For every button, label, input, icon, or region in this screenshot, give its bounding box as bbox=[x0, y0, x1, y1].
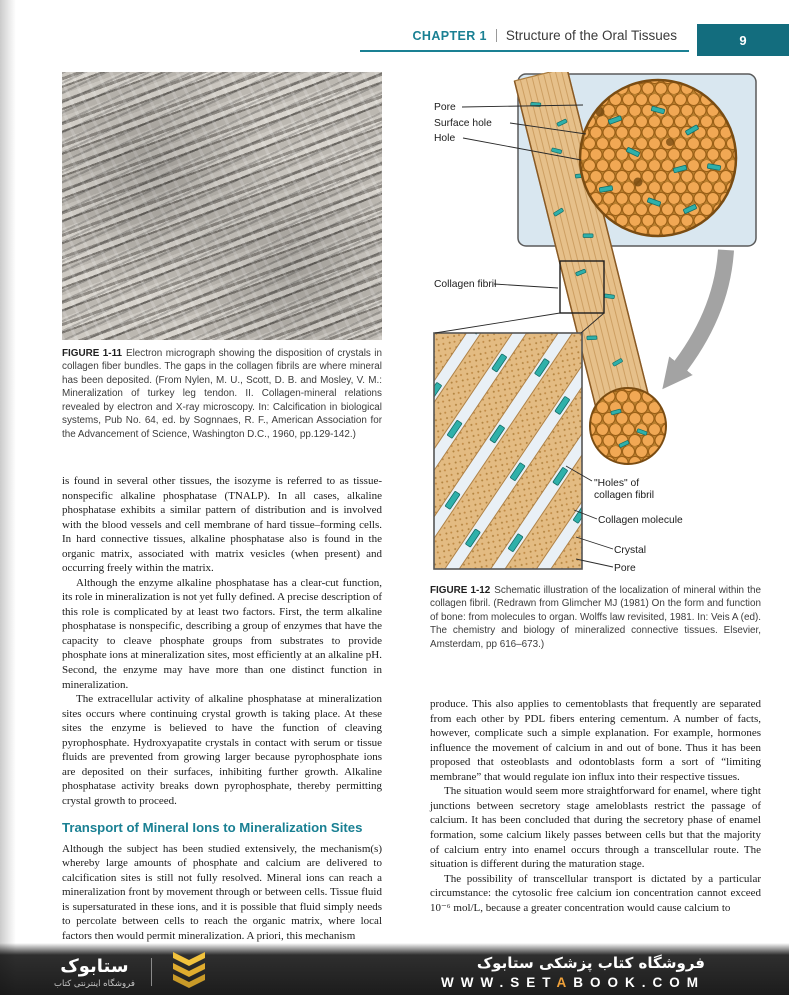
chapter-label: CHAPTER 1 bbox=[412, 28, 487, 43]
page-number-badge bbox=[697, 24, 789, 56]
paragraph: The possibility of transcellular transport is dictated by a particular circumstance: the cytosolic free calcium ion concentration cannot exceed 10⁻⁶ mol/L, because a greater concentration would cause calcium to bbox=[430, 872, 761, 914]
right-body-text bbox=[430, 697, 761, 915]
footer-brand bbox=[54, 956, 135, 989]
figure-1-12-label: FIGURE 1-12 bbox=[430, 585, 491, 596]
chevron-logo-icon bbox=[168, 951, 210, 994]
chapter-title: Structure of the Oral Tissues bbox=[505, 28, 677, 43]
paragraph: The situation would seem more straightforward for enamel, where tight junctions between secretory stage ameloblasts restrict the passage of calcium. It has been concluded that during the secretory phase of enamel formation, some calcium likely passes between cells but that the majority of calcium entry into enamel occurs through a transcellular route. The situation is different during the maturation stage. bbox=[430, 785, 761, 871]
fibril-cross-section-large bbox=[580, 80, 736, 236]
label-collagen-molecule: Collagen molecule bbox=[598, 515, 683, 526]
right-column bbox=[430, 72, 761, 915]
label-collagen-fibril: Collagen fibril bbox=[434, 279, 497, 290]
header-divider bbox=[496, 29, 497, 42]
label-hole: Hole bbox=[434, 133, 456, 144]
website-part2: BOOK.COM bbox=[573, 975, 705, 990]
figure-1-12-illustration bbox=[430, 72, 761, 577]
store-title: فروشگاه کتاب پزشکی ستابوک bbox=[476, 954, 705, 972]
footer-brand-subtitle: فروشگاه اینترنتی کتاب bbox=[54, 978, 135, 989]
page-left-edge-shadow bbox=[0, 0, 16, 995]
footer-watermark bbox=[0, 943, 789, 995]
figure-1-12-caption-text: Schematic illustration of the localization of mineral within the collagen fibril. (Redrawn from Glimcher MJ (1981) On the form and function of bone: from molecules to organ. Wolffs law revisited, 1981. In: Veis A (ed). The chemistry and biology of mineralized connective tissues. Elsevier, Amsterdam, pp 616–673.) bbox=[430, 585, 761, 650]
paragraph: Although the enzyme alkaline phosphatase has a clear-cut function, its role in mineralization is not yet fully defined. A precise description of this role is complicated by at least two factors. First, the term alkaline phosphatase is nonspecific, describing a group of enzymes that have the capacity to cleave phosphate groups from substrates to provide phosphate ions at mineralization sites, most efficiently at an alkaline pH. Second, the enzyme may have more than one distinct function in mineralization. bbox=[62, 576, 382, 691]
label-crystal: Crystal bbox=[614, 545, 647, 556]
footer-brand-name: ستابوک bbox=[60, 955, 129, 977]
label-pore-top: Pore bbox=[434, 102, 456, 113]
website-url bbox=[441, 975, 705, 990]
paragraph: is found in several other tissues, the isozyme is referred to as tissue-nonspecific alkaline phosphatase (TNALP). In all cases, alkaline phosphatase exhibits a similar pattern of distribution and is involved with the blood vessels and cell membrane of hard tissue–forming cells. In hard connective tissues, alkaline phosphatase also is found in the organic matrix, associated with matrix vesicles (when present) and occurring freely within the matrix. bbox=[62, 475, 382, 575]
paragraph: produce. This also applies to cementoblasts that frequently are separated from each other by PDL fibers entering cementum. A number of facts, however, complicate such a simple explanation. For example, hormones influence the movement of calcium in and out of bone. Thus it has been proposed that osteoblasts and odontoblasts form a sort of “limiting membrane” that would regulate ion influx into their respective tissues. bbox=[430, 698, 761, 783]
running-head bbox=[360, 28, 689, 52]
fibril-cross-section-small bbox=[590, 388, 666, 464]
page-number: 9 bbox=[739, 32, 747, 48]
website-part1: WWW.SET bbox=[441, 975, 557, 990]
label-pore-bottom: Pore bbox=[614, 563, 636, 574]
section-heading: Transport of Mineral Ions to Mineralization Sites bbox=[62, 820, 363, 836]
label-holes-line2: collagen fibril bbox=[594, 490, 655, 501]
left-body-text bbox=[62, 474, 382, 943]
label-holes-line1: "Holes" of bbox=[594, 478, 640, 489]
paragraph: The extracellular activity of alkaline phosphatase at mineralization sites occurs where continuing crystal growth is taking place. At these sites the enzyme is believed to have the function of cleaving pyrophosphate. Hydroxyapatite crystals in contact with serum or tissue fluids are prevented from growing larger because pyrophosphate ions are deposited on their surfaces, inhibiting further growth. Alkaline phosphatase activity breaks down pyrophosphate, thereby permitting crystal growth to proceed. bbox=[62, 693, 382, 807]
magnify-arrow-large bbox=[676, 250, 726, 372]
collagen-fibril-diagram bbox=[430, 72, 761, 577]
figure-1-11-caption-text: Electron micrograph showing the disposition of crystals in collagen fiber bundles. The gaps in the collagen fibrils are where mineral has been deposited. (From Nylen, M. U., Scott, D. B. and Mosley, V. M.: Mineralization of turkey leg tendon. II. Collagen-mineral relations revealed by electron and X-ray microscopy. In: Calcification in biological systems, Pub No. 64, ed. by Sognnaes, R. F., American Association for the Advancement of Science, Washington D.C., 1960, pp.129-142.) bbox=[62, 348, 382, 440]
footer-divider bbox=[151, 958, 152, 986]
figure-1-12-caption bbox=[430, 584, 761, 651]
figure-1-11-caption bbox=[62, 347, 382, 441]
website-highlight-letter: A bbox=[556, 975, 574, 990]
page-header bbox=[360, 24, 789, 56]
paragraph: Although the subject has been studied extensively, the mechanism(s) whereby large amounts of phosphate and calcium are delivered to calcification sites is still not fully resolved. Mineral ions can reach a mineralization front by movement through or between cells. Tissue fluid is supersaturated in these ions, and it is possible that fluid simply needs to percolate between cells to reach the organic matrix, where local factors then would permit mineralization. A priori, this mechanism bbox=[62, 842, 382, 942]
figure-1-11-label: FIGURE 1-11 bbox=[62, 348, 123, 359]
label-surface-hole: Surface hole bbox=[434, 118, 492, 129]
left-column bbox=[62, 72, 382, 943]
electron-micrograph-image bbox=[62, 72, 382, 340]
footer-store-info bbox=[441, 954, 705, 990]
